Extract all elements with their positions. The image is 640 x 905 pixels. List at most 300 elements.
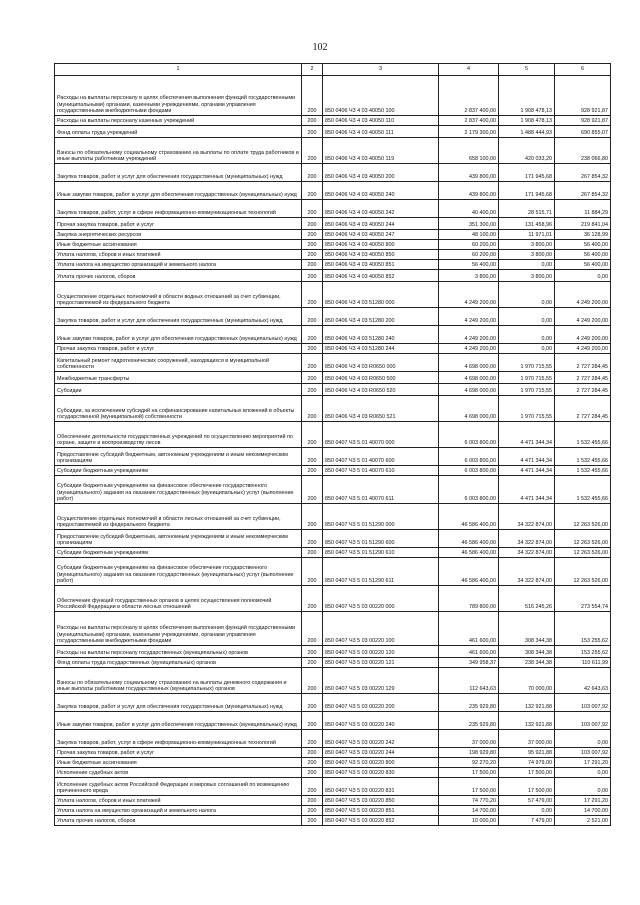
row-unexecuted-amount-cell: 12 263 526,00 [555,530,611,548]
row-assigned-amount-cell: 658 100,00 [439,138,499,164]
row-assigned-amount-cell: 4 698 000,00 [439,384,499,396]
row-assigned-amount-cell: 56 400,00 [439,260,499,270]
row-line-code-cell: 200 [302,476,323,504]
row-assigned-amount-cell: 351 300,00 [439,218,499,230]
row-budget-code-cell: 850 0407 Ч3 5 03 00220 100 [323,612,439,646]
row-budget-code-cell: 850 0407 Ч3 5 03 00220 831 [323,778,439,796]
row-line-code-cell: 200 [302,308,323,326]
table-row [55,260,611,270]
row-assigned-amount-cell: 60 200,00 [439,240,499,250]
row-assigned-amount-cell: 461 600,00 [439,612,499,646]
page-number: 102 [312,42,328,53]
row-unexecuted-amount-cell: 4 249 200,00 [555,344,611,354]
row-line-code-cell: 200 [302,694,323,712]
row-budget-code-cell: 850 0406 Ч3 4 03 40050 850 [323,250,439,260]
row-budget-code-cell: 850 0406 Ч3 4 03 51280 000 [323,282,439,308]
row-assigned-amount-cell: 439 800,00 [439,182,499,200]
row-executed-amount-cell: 0,00 [499,344,555,354]
row-name-cell: Уплата налогов, сборов и иных платежей [55,796,302,806]
row-unexecuted-amount-cell: 1 532 455,66 [555,466,611,476]
row-name-cell: Иные бюджетные ассигнования [55,758,302,768]
row-unexecuted-amount-cell: 0,00 [555,768,611,778]
table-row [55,504,611,530]
row-executed-amount-cell: 34 322 874,00 [499,558,555,586]
table-body [55,76,611,826]
row-line-code-cell: 200 [302,816,323,826]
row-executed-amount-cell: 4 471 344,34 [499,476,555,504]
row-name-cell: Фонд оплаты труда учреждений [55,126,302,138]
row-executed-amount-cell: 308 344,38 [499,612,555,646]
table-row [55,730,611,748]
row-unexecuted-amount-cell: 928 921,87 [555,76,611,116]
row-budget-code-cell: 850 0406 Ч3 4 03 R0650 520 [323,384,439,396]
row-unexecuted-amount-cell: 153 255,62 [555,646,611,658]
row-executed-amount-cell: 4 471 344,34 [499,466,555,476]
row-executed-amount-cell: 0,00 [499,282,555,308]
row-executed-amount-cell: 74 979,00 [499,758,555,768]
row-line-code-cell: 200 [302,138,323,164]
row-budget-code-cell: 850 0407 Ч3 5 03 00220 000 [323,586,439,612]
row-budget-code-cell: 850 0407 Ч3 5 03 00220 129 [323,668,439,694]
row-budget-code-cell: 850 0407 Ч3 5 03 00220 800 [323,758,439,768]
row-budget-code-cell: 850 0407 Ч3 5 03 00220 240 [323,712,439,730]
row-line-code-cell: 200 [302,384,323,396]
row-unexecuted-amount-cell: 110 611,99 [555,658,611,668]
row-executed-amount-cell: 1 970 715,55 [499,372,555,384]
table-row [55,230,611,240]
row-name-cell: Прочая закупка товаров, работ и услуг [55,748,302,758]
row-unexecuted-amount-cell: 11 884,29 [555,200,611,218]
row-unexecuted-amount-cell: 56 400,00 [555,240,611,250]
row-budget-code-cell: 850 0406 Ч3 4 03 40050 851 [323,260,439,270]
table-row [55,218,611,230]
table-row [55,748,611,758]
row-line-code-cell: 200 [302,250,323,260]
row-unexecuted-amount-cell: 103 007,92 [555,694,611,712]
row-name-cell: Взносы по обязательному социальному страхованию на выплаты по оплате труда работников и иные выплаты работникам учреждений [55,138,302,164]
row-line-code-cell: 200 [302,712,323,730]
table-row [55,530,611,548]
table-row [55,694,611,712]
column-number-2: 2 [302,64,323,76]
row-budget-code-cell: 850 0406 Ч3 4 03 40050 111 [323,126,439,138]
row-name-cell: Уплата прочих налогов, сборов [55,816,302,826]
row-assigned-amount-cell: 4 249 200,00 [439,326,499,344]
row-unexecuted-amount-cell: 56 400,00 [555,250,611,260]
row-name-cell: Закупка товаров, работ и услуг для обеспечения государственных (муниципальных) нужд [55,694,302,712]
row-unexecuted-amount-cell: 690 855,07 [555,126,611,138]
row-assigned-amount-cell: 6 003 800,00 [439,422,499,448]
table-row [55,612,611,646]
table-row [55,182,611,200]
row-name-cell: Расходы на выплаты персоналу государственных (муниципальных) органов [55,646,302,658]
row-executed-amount-cell: 0,00 [499,806,555,816]
row-assigned-amount-cell: 2 837 400,00 [439,116,499,126]
row-executed-amount-cell: 1 908 478,13 [499,116,555,126]
table-row [55,712,611,730]
row-assigned-amount-cell: 235 929,80 [439,694,499,712]
table-row [55,476,611,504]
row-unexecuted-amount-cell: 928 921,87 [555,116,611,126]
column-number-1: 1 [55,64,302,76]
row-unexecuted-amount-cell: 36 128,99 [555,230,611,240]
row-unexecuted-amount-cell: 14 700,00 [555,806,611,816]
row-executed-amount-cell: 34 322 874,00 [499,530,555,548]
row-line-code-cell: 200 [302,448,323,466]
table-row [55,384,611,396]
row-unexecuted-amount-cell: 103 007,92 [555,748,611,758]
row-budget-code-cell: 850 0406 Ч3 4 03 51280 240 [323,326,439,344]
row-line-code-cell: 200 [302,76,323,116]
row-unexecuted-amount-cell: 0,00 [555,730,611,748]
row-line-code-cell: 200 [302,218,323,230]
row-executed-amount-cell: 70 000,00 [499,668,555,694]
row-line-code-cell: 200 [302,396,323,422]
table-row [55,816,611,826]
row-line-code-cell: 200 [302,586,323,612]
row-line-code-cell: 200 [302,530,323,548]
row-executed-amount-cell: 4 471 344,34 [499,422,555,448]
row-budget-code-cell: 850 0407 Ч3 5 03 00220 242 [323,730,439,748]
table-row [55,270,611,282]
row-unexecuted-amount-cell: 4 249 200,00 [555,282,611,308]
table-row [55,250,611,260]
row-name-cell: Взносы по обязательному социальному страхованию на выплаты денежного содержания и иные выплаты работникам государственных (муниципальных) органов [55,668,302,694]
row-line-code-cell: 200 [302,116,323,126]
row-budget-code-cell: 850 0407 Ч3 5 01 40070 611 [323,476,439,504]
row-unexecuted-amount-cell: 4 249 200,00 [555,326,611,344]
row-line-code-cell: 200 [302,344,323,354]
row-assigned-amount-cell: 92 270,20 [439,758,499,768]
row-name-cell: Обеспечение деятельности государственных учреждений по осуществлению мероприятий по охране, защите и воспроизводству лесов [55,422,302,448]
row-budget-code-cell: 850 0406 Ч3 4 03 40050 242 [323,200,439,218]
row-line-code-cell: 200 [302,164,323,182]
table-row [55,282,611,308]
row-assigned-amount-cell: 4 249 200,00 [439,344,499,354]
row-executed-amount-cell: 37 000,00 [499,730,555,748]
row-name-cell: Закупка товаров, работ и услуг для обеспечения государственных (муниципальных) нужд [55,308,302,326]
row-name-cell: Субсидии бюджетным учреждениям [55,466,302,476]
row-assigned-amount-cell: 2 837 400,00 [439,76,499,116]
row-name-cell: Субсидии бюджетным учреждениям [55,548,302,558]
row-name-cell: Уплата налогов, сборов и иных платежей [55,250,302,260]
row-line-code-cell: 200 [302,466,323,476]
table-row [55,308,611,326]
budget-execution-table [54,63,611,826]
row-name-cell: Субсидии [55,384,302,396]
row-unexecuted-amount-cell: 2 727 284,45 [555,354,611,372]
table-row [55,138,611,164]
column-number-row [55,64,611,76]
row-executed-amount-cell: 308 344,38 [499,646,555,658]
row-unexecuted-amount-cell: 103 007,92 [555,712,611,730]
row-executed-amount-cell: 0,00 [499,308,555,326]
table-row [55,548,611,558]
row-executed-amount-cell: 34 322 874,00 [499,548,555,558]
table-row [55,372,611,384]
row-unexecuted-amount-cell: 0,00 [555,778,611,796]
row-assigned-amount-cell: 17 500,00 [439,778,499,796]
row-line-code-cell: 200 [302,230,323,240]
row-budget-code-cell: 850 0407 Ч3 5 03 00220 830 [323,768,439,778]
row-name-cell: Осуществление отдельных полномочий в области водных отношений за счет субвенции, предоставляемой из федерального бюджета [55,282,302,308]
row-executed-amount-cell: 34 322 874,00 [499,504,555,530]
row-unexecuted-amount-cell: 17 291,20 [555,758,611,768]
row-line-code-cell: 200 [302,126,323,138]
row-executed-amount-cell: 420 033,20 [499,138,555,164]
row-executed-amount-cell: 171 945,68 [499,182,555,200]
row-assigned-amount-cell: 461 600,00 [439,646,499,658]
row-assigned-amount-cell: 3 800,00 [439,270,499,282]
row-unexecuted-amount-cell: 273 554,74 [555,586,611,612]
row-name-cell: Прочая закупка товаров, работ и услуг [55,218,302,230]
row-unexecuted-amount-cell: 2 727 284,45 [555,384,611,396]
row-unexecuted-amount-cell: 219 841,04 [555,218,611,230]
row-budget-code-cell: 850 0407 Ч3 5 01 51290 610 [323,548,439,558]
row-budget-code-cell: 850 0406 Ч3 4 03 40050 247 [323,230,439,240]
row-line-code-cell: 200 [302,260,323,270]
column-number-4: 4 [439,64,499,76]
row-line-code-cell: 200 [302,646,323,658]
row-name-cell: Уплата налога на имущество организаций и земельного налога [55,260,302,270]
table-row [55,116,611,126]
row-budget-code-cell: 850 0407 Ч3 5 01 51290 611 [323,558,439,586]
row-budget-code-cell: 850 0407 Ч3 5 03 00220 121 [323,658,439,668]
table-row [55,76,611,116]
row-budget-code-cell: 850 0406 Ч3 4 03 R0650 521 [323,396,439,422]
row-unexecuted-amount-cell: 2 521,00 [555,816,611,826]
row-budget-code-cell: 850 0406 Ч3 4 03 51280 200 [323,308,439,326]
row-executed-amount-cell: 3 800,00 [499,240,555,250]
row-name-cell: Закупка товаров, работ, услуг в сфере информационно-коммуникационных технологий [55,730,302,748]
row-assigned-amount-cell: 40 400,00 [439,200,499,218]
row-assigned-amount-cell: 60 200,00 [439,250,499,260]
row-assigned-amount-cell: 74 770,20 [439,796,499,806]
row-executed-amount-cell: 17 500,00 [499,778,555,796]
row-assigned-amount-cell: 789 800,00 [439,586,499,612]
row-unexecuted-amount-cell: 17 291,20 [555,796,611,806]
row-line-code-cell: 200 [302,658,323,668]
table-row [55,668,611,694]
row-assigned-amount-cell: 10 000,00 [439,816,499,826]
row-executed-amount-cell: 11 971,01 [499,230,555,240]
row-unexecuted-amount-cell: 238 066,80 [555,138,611,164]
row-line-code-cell: 200 [302,730,323,748]
row-name-cell: Предоставление субсидий бюджетным, автономным учреждениям и иным некоммерческим организациям [55,448,302,466]
row-budget-code-cell: 850 0407 Ч3 5 03 00220 200 [323,694,439,712]
row-assigned-amount-cell: 6 003 800,00 [439,476,499,504]
row-assigned-amount-cell: 46 586 400,00 [439,548,499,558]
row-line-code-cell: 200 [302,200,323,218]
row-name-cell: Фонд оплаты труда государственных (муниципальных) органов [55,658,302,668]
row-executed-amount-cell: 1 970 715,55 [499,396,555,422]
row-assigned-amount-cell: 4 698 000,00 [439,354,499,372]
column-number-3: 3 [323,64,439,76]
table-row [55,558,611,586]
table-row [55,422,611,448]
row-assigned-amount-cell: 4 698 000,00 [439,396,499,422]
row-budget-code-cell: 850 0407 Ч3 5 01 51290 000 [323,504,439,530]
row-assigned-amount-cell: 37 000,00 [439,730,499,748]
row-unexecuted-amount-cell: 12 263 526,00 [555,504,611,530]
row-executed-amount-cell: 132 921,88 [499,712,555,730]
row-budget-code-cell: 850 0407 Ч3 5 03 00220 852 [323,816,439,826]
row-unexecuted-amount-cell: 0,00 [555,270,611,282]
table-row [55,240,611,250]
row-line-code-cell: 200 [302,504,323,530]
row-budget-code-cell: 850 0407 Ч3 5 03 00220 850 [323,796,439,806]
row-executed-amount-cell: 3 800,00 [499,250,555,260]
row-executed-amount-cell: 1 488 444,93 [499,126,555,138]
row-line-code-cell: 200 [302,806,323,816]
row-assigned-amount-cell: 17 500,00 [439,768,499,778]
table-row [55,126,611,138]
row-executed-amount-cell: 516 245,26 [499,586,555,612]
row-budget-code-cell: 850 0407 Ч3 5 01 40070 000 [323,422,439,448]
row-line-code-cell: 200 [302,548,323,558]
row-executed-amount-cell: 17 500,00 [499,768,555,778]
table-row [55,466,611,476]
row-unexecuted-amount-cell: 267 854,32 [555,182,611,200]
row-budget-code-cell: 850 0407 Ч3 5 03 00220 244 [323,748,439,758]
row-budget-code-cell: 850 0407 Ч3 5 01 51290 600 [323,530,439,548]
row-budget-code-cell: 850 0406 Ч3 4 03 40050 100 [323,76,439,116]
table-row [55,344,611,354]
table-row [55,646,611,658]
row-executed-amount-cell: 3 800,00 [499,270,555,282]
row-line-code-cell: 200 [302,758,323,768]
column-number-5: 5 [499,64,555,76]
row-executed-amount-cell: 57 479,00 [499,796,555,806]
row-line-code-cell: 200 [302,422,323,448]
row-assigned-amount-cell: 6 003 800,00 [439,448,499,466]
row-budget-code-cell: 850 0406 Ч3 4 03 40050 240 [323,182,439,200]
row-name-cell: Предоставление субсидий бюджетным, автономным учреждениям и иным некоммерческим организациям [55,530,302,548]
row-name-cell: Иные закупки товаров, работ и услуг для обеспечения государственных (муниципальных) нужд [55,712,302,730]
row-name-cell: Межбюджетные трансферты [55,372,302,384]
row-line-code-cell: 200 [302,668,323,694]
column-number-6: 6 [555,64,611,76]
row-assigned-amount-cell: 349 958,37 [439,658,499,668]
row-line-code-cell: 200 [302,372,323,384]
row-assigned-amount-cell: 4 249 200,00 [439,282,499,308]
row-budget-code-cell: 850 0407 Ч3 5 01 40070 610 [323,466,439,476]
table-row [55,796,611,806]
row-executed-amount-cell: 238 344,38 [499,658,555,668]
table-row [55,658,611,668]
table-row [55,778,611,796]
row-name-cell: Осуществление отдельных полномочий в области лесных отношений за счет субвенции, предоставляемой из федерального бюджета [55,504,302,530]
row-unexecuted-amount-cell: 1 532 455,66 [555,448,611,466]
row-name-cell: Уплата налога на имущество организаций и земельного налога [55,806,302,816]
row-unexecuted-amount-cell: 1 532 455,66 [555,476,611,504]
row-budget-code-cell: 850 0407 Ч3 5 03 00220 120 [323,646,439,658]
row-line-code-cell: 200 [302,778,323,796]
row-executed-amount-cell: 1 908 478,13 [499,76,555,116]
row-assigned-amount-cell: 46 586 400,00 [439,530,499,548]
row-name-cell: Иные закупки товаров, работ и услуг для обеспечения государственных (муниципальных) нужд [55,182,302,200]
row-line-code-cell: 200 [302,768,323,778]
row-budget-code-cell: 850 0406 Ч3 4 03 R0650 500 [323,372,439,384]
row-budget-code-cell: 850 0406 Ч3 4 03 40050 244 [323,218,439,230]
table-row [55,164,611,182]
row-name-cell: Расходы на выплаты персоналу в целях обеспечения выполнения функций государственными (муниципальными) органами, казенными учреждениями, органами управления государственными внебюджетными фондами [55,76,302,116]
row-line-code-cell: 200 [302,748,323,758]
row-unexecuted-amount-cell: 1 532 455,66 [555,422,611,448]
row-unexecuted-amount-cell: 4 249 200,00 [555,308,611,326]
row-budget-code-cell: 850 0406 Ч3 4 03 40050 200 [323,164,439,182]
table-header [55,64,611,76]
table-row [55,200,611,218]
row-assigned-amount-cell: 4 249 200,00 [439,308,499,326]
row-executed-amount-cell: 131 458,96 [499,218,555,230]
row-name-cell: Субсидии бюджетным учреждениям на финансовое обеспечение государственного (муниципального) задания на оказание государственных (муниципальных) услуг (выполнение работ) [55,558,302,586]
row-line-code-cell: 200 [302,282,323,308]
row-line-code-cell: 200 [302,612,323,646]
row-executed-amount-cell: 1 970 715,55 [499,354,555,372]
row-unexecuted-amount-cell: 12 263 526,00 [555,558,611,586]
row-unexecuted-amount-cell: 12 263 526,00 [555,548,611,558]
row-line-code-cell: 200 [302,270,323,282]
row-unexecuted-amount-cell: 153 255,62 [555,612,611,646]
row-assigned-amount-cell: 198 929,80 [439,748,499,758]
row-budget-code-cell: 850 0406 Ч3 4 03 R0650 000 [323,354,439,372]
row-name-cell: Закупка товаров, работ, услуг в сфере информационно-коммуникационных технологий [55,200,302,218]
row-name-cell: Расходы на выплаты персоналу в целях обеспечения выполнения функций государственными (муниципальными) органами, казенными учреждениями, органами управления государственными внебюджетными фондами [55,612,302,646]
table-row [55,758,611,768]
row-unexecuted-amount-cell: 267 854,32 [555,164,611,182]
row-executed-amount-cell: 171 945,68 [499,164,555,182]
row-unexecuted-amount-cell: 2 727 284,45 [555,396,611,422]
row-name-cell: Прочая закупка товаров, работ и услуг [55,344,302,354]
row-name-cell: Иные бюджетные ассигнования [55,240,302,250]
table-row [55,448,611,466]
row-unexecuted-amount-cell: 42 643,63 [555,668,611,694]
table-row [55,354,611,372]
row-name-cell: Капитальный ремонт гидротехнических сооружений, находящихся в муниципальной собственности [55,354,302,372]
row-assigned-amount-cell: 235 929,80 [439,712,499,730]
row-assigned-amount-cell: 112 643,63 [439,668,499,694]
table-row [55,768,611,778]
row-assigned-amount-cell: 2 179 300,00 [439,126,499,138]
row-line-code-cell: 200 [302,326,323,344]
row-line-code-cell: 200 [302,240,323,250]
row-budget-code-cell: 850 0406 Ч3 4 03 40050 800 [323,240,439,250]
row-name-cell: Исполнение судебных актов Российской Федерации и мировых соглашений по возмещению причиненного вреда [55,778,302,796]
table-row [55,326,611,344]
row-name-cell: Уплата прочих налогов, сборов [55,270,302,282]
row-line-code-cell: 200 [302,796,323,806]
row-executed-amount-cell: 132 921,88 [499,694,555,712]
row-assigned-amount-cell: 6 003 800,00 [439,466,499,476]
row-name-cell: Расходы на выплаты персоналу казенных учреждений [55,116,302,126]
row-executed-amount-cell: 28 515,71 [499,200,555,218]
row-executed-amount-cell: 4 471 344,34 [499,448,555,466]
row-budget-code-cell: 850 0407 Ч3 5 03 00220 851 [323,806,439,816]
row-name-cell: Иные закупки товаров, работ и услуг для обеспечения государственных (муниципальных) нужд [55,326,302,344]
row-executed-amount-cell: 1 970 715,55 [499,384,555,396]
row-name-cell: Субсидии бюджетным учреждениям на финансовое обеспечение государственного (муниципального) задания на оказание государственных (муниципальных) услуг (выполнение работ) [55,476,302,504]
row-name-cell: Обеспечение функций государственных органов в целях осуществления полномочий Российской Федерации в области лесных отношений [55,586,302,612]
row-assigned-amount-cell: 14 700,00 [439,806,499,816]
table-row [55,806,611,816]
row-assigned-amount-cell: 46 586 400,00 [439,558,499,586]
row-budget-code-cell: 850 0406 Ч3 4 03 40050 119 [323,138,439,164]
row-line-code-cell: 200 [302,354,323,372]
row-name-cell: Закупка энергетических ресурсов [55,230,302,240]
table-row [55,396,611,422]
row-unexecuted-amount-cell: 2 727 284,45 [555,372,611,384]
